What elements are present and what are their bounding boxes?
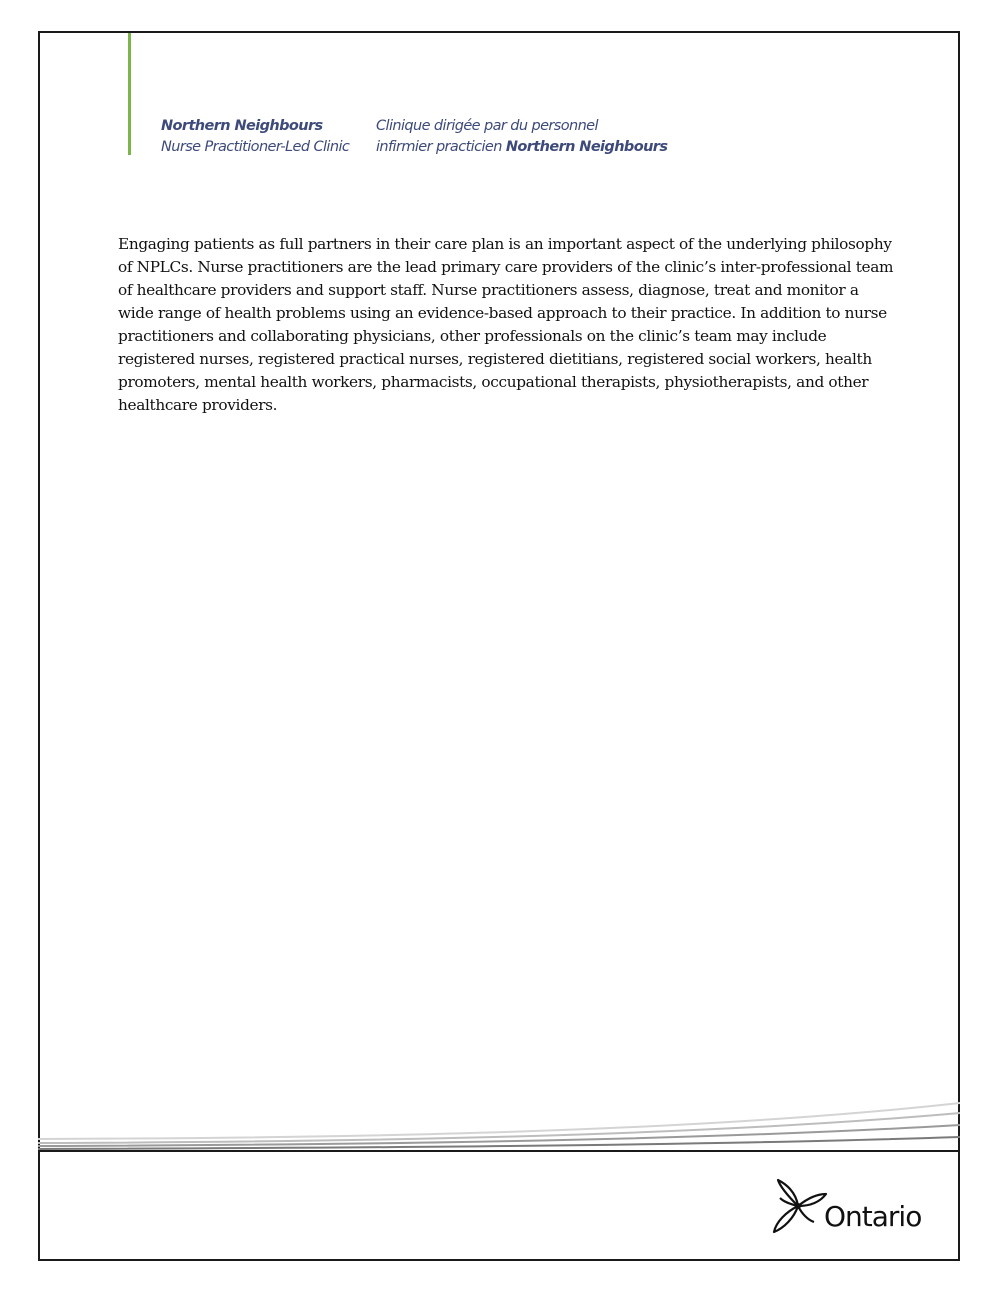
clinic-name-french-bold: Northern Neighbours xyxy=(505,139,668,155)
clinic-name-french xyxy=(376,116,667,158)
page-frame xyxy=(38,31,960,1261)
clinic-name-french-line1: Clinique dirigée par du personnel xyxy=(376,118,598,134)
clinic-name-french-prefix: infirmier practicien xyxy=(376,139,502,155)
ontario-wordmark: Ontario xyxy=(824,1200,922,1233)
header-accent-rule xyxy=(128,33,131,155)
ontario-logo xyxy=(768,1178,938,1238)
clinic-name: Northern Neighbours xyxy=(161,118,323,134)
clinic-name-french-line2 xyxy=(376,137,667,158)
clinic-subtitle: Nurse Practitioner-Led Clinic xyxy=(161,139,350,155)
clinic-name-english xyxy=(161,116,349,158)
trillium-icon xyxy=(768,1178,828,1236)
body-paragraph: Engaging patients as full partners in their care plan is an important aspect of the underlying philosophy of NPLCs. Nurse practitioners are the lead primary care providers of the clinic’s inter-professional team of healthcare providers and support staff. Nurse practitioners assess, diagnose, treat and monitor a wide range of health problems using an evidence-based approach to their practice. In addition to nurse practitioners and collaborating physicians, other professionals on the clinic’s team may include registered nurses, registered practical nurses, registered dietitians, registered social workers, health promoters, mental health workers, pharmacists, occupational therapists, physiotherapists, and other healthcare providers. xyxy=(118,235,894,414)
footer-rule xyxy=(38,1150,960,1152)
